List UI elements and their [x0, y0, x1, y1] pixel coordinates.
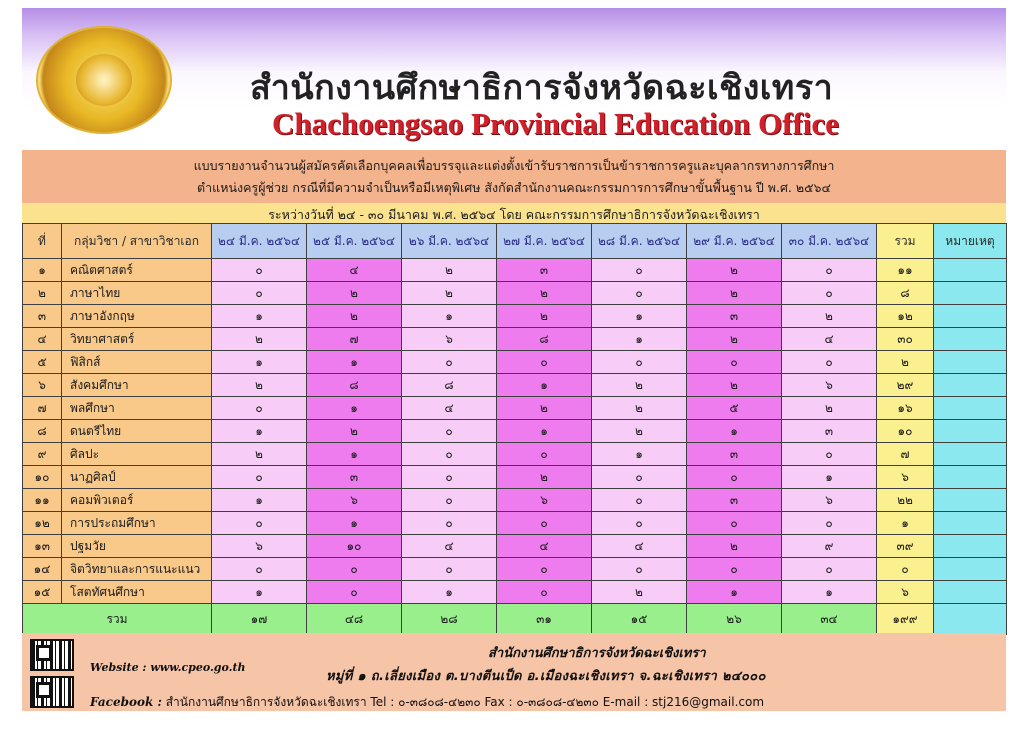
- subject-cell: ภาษาอังกฤษ: [62, 305, 212, 328]
- sum-day-cell: ๔๘: [307, 604, 402, 635]
- day-count-cell: ๐: [212, 558, 307, 581]
- day-count-cell: ๖: [782, 489, 877, 512]
- day-count-cell: ๑: [307, 443, 402, 466]
- day-count-cell: ๐: [782, 259, 877, 282]
- note-cell: [934, 581, 1007, 604]
- sum-day-cell: ๑๗: [212, 604, 307, 635]
- table-row: [23, 351, 1007, 374]
- table-row: [23, 443, 1007, 466]
- column-header: ๒๗ มี.ค. ๒๕๖๔: [497, 224, 592, 259]
- day-count-cell: ๒: [212, 374, 307, 397]
- subject-cell: โสตทัศนศึกษา: [62, 581, 212, 604]
- contact-details: สำนักงานศึกษาธิการจังหวัดฉะเชิงเทรา Tel : ๐-๓๘๐๘-๔๒๓๐ Fax : ๐-๓๘๐๘-๔๒๓๐ E-mail : stj216@gmail.com: [161, 695, 765, 709]
- website-qr-code-icon: [30, 639, 74, 671]
- day-count-cell: ๓: [782, 420, 877, 443]
- sum-note-cell: [934, 604, 1007, 635]
- day-count-cell: ๑: [592, 305, 687, 328]
- row-number-cell: ๔: [23, 328, 62, 351]
- row-number-cell: ๓: [23, 305, 62, 328]
- subject-cell: ศิลปะ: [62, 443, 212, 466]
- day-count-cell: ๖: [402, 328, 497, 351]
- day-count-cell: ๐: [782, 558, 877, 581]
- day-count-cell: ๙: [782, 535, 877, 558]
- day-count-cell: ๐: [497, 512, 592, 535]
- column-header: ๒๙ มี.ค. ๒๕๖๔: [687, 224, 782, 259]
- day-count-cell: ๑: [687, 420, 782, 443]
- seal-emblem-icon: [76, 54, 132, 106]
- report-period-bar: [22, 203, 1006, 223]
- table-row: [23, 305, 1007, 328]
- note-cell: [934, 305, 1007, 328]
- table-row: [23, 374, 1007, 397]
- day-count-cell: ๐: [592, 558, 687, 581]
- office-seal-logo: [36, 26, 172, 134]
- day-count-cell: ๑: [307, 397, 402, 420]
- day-count-cell: ๒: [687, 282, 782, 305]
- day-count-cell: ๑: [212, 305, 307, 328]
- day-count-cell: ๐: [497, 443, 592, 466]
- row-total-cell: ๑๐: [877, 420, 934, 443]
- day-count-cell: ๐: [212, 466, 307, 489]
- note-cell: [934, 328, 1007, 351]
- footer-office-name: สำนักงานศึกษาธิการจังหวัดฉะเชิงเทรา: [488, 646, 706, 661]
- table-row: [23, 581, 1007, 604]
- day-count-cell: ๒: [402, 282, 497, 305]
- table-row: [23, 512, 1007, 535]
- day-count-cell: ๐: [402, 489, 497, 512]
- note-cell: [934, 558, 1007, 581]
- office-title-english: Chachoengsao Provincial Education Office: [272, 106, 839, 141]
- day-count-cell: ๑: [687, 581, 782, 604]
- row-total-cell: ๘: [877, 282, 934, 305]
- day-count-cell: ๑๐: [307, 535, 402, 558]
- row-number-cell: ๑: [23, 259, 62, 282]
- note-cell: [934, 374, 1007, 397]
- day-count-cell: ๐: [687, 351, 782, 374]
- day-count-cell: ๒: [307, 305, 402, 328]
- row-total-cell: ๖: [877, 581, 934, 604]
- day-count-cell: ๓: [687, 443, 782, 466]
- sum-day-cell: ๒๖: [687, 604, 782, 635]
- website-text: Website : www.cpeo.go.th: [90, 661, 246, 674]
- day-count-cell: ๒: [687, 259, 782, 282]
- day-count-cell: ๕: [687, 397, 782, 420]
- applicants-table: [22, 223, 1007, 635]
- row-total-cell: ๓๐: [877, 328, 934, 351]
- footer-address: หมู่ที่ ๑ ถ.เลี่ยงเมือง ต.บางตีนเป็ด อ.เมืองฉะเชิงเทรา จ.ฉะเชิงเทรา ๒๔๐๐๐: [326, 669, 766, 684]
- day-count-cell: ๒: [592, 374, 687, 397]
- table-sum-row: [23, 604, 1007, 635]
- column-header: ๒๘ มี.ค. ๒๕๖๔: [592, 224, 687, 259]
- day-count-cell: ๒: [782, 305, 877, 328]
- sum-label-cell: รวม: [23, 604, 212, 635]
- table-header-row: [23, 224, 1007, 259]
- row-number-cell: ๙: [23, 443, 62, 466]
- subject-cell: ฟิสิกส์: [62, 351, 212, 374]
- day-count-cell: ๐: [592, 282, 687, 305]
- day-count-cell: ๑: [212, 581, 307, 604]
- subject-cell: สังคมศึกษา: [62, 374, 212, 397]
- note-cell: [934, 489, 1007, 512]
- day-count-cell: ๒: [592, 397, 687, 420]
- table-row: [23, 397, 1007, 420]
- note-cell: [934, 466, 1007, 489]
- day-count-cell: ๒: [497, 282, 592, 305]
- page-header: [22, 8, 1006, 150]
- table-row: [23, 282, 1007, 305]
- day-count-cell: ๑: [212, 351, 307, 374]
- day-count-cell: ๓: [687, 305, 782, 328]
- facebook-label: Facebook :: [90, 695, 162, 709]
- column-header: กลุ่มวิชา / สาขาวิชาเอก: [62, 224, 212, 259]
- day-count-cell: ๒: [307, 282, 402, 305]
- day-count-cell: ๐: [402, 351, 497, 374]
- day-count-cell: ๐: [402, 558, 497, 581]
- row-number-cell: ๑๑: [23, 489, 62, 512]
- note-cell: [934, 420, 1007, 443]
- row-total-cell: ๒๙: [877, 374, 934, 397]
- day-count-cell: ๐: [782, 443, 877, 466]
- report-period: ระหว่างวันที่ ๒๔ - ๓๐ มีนาคม พ.ศ. ๒๕๖๔ โดย คณะกรรมการศึกษาธิการจังหวัดฉะเชิงเทรา: [268, 207, 760, 222]
- sum-day-cell: ๑๕: [592, 604, 687, 635]
- day-count-cell: ๒: [592, 581, 687, 604]
- sum-day-cell: ๓๑: [497, 604, 592, 635]
- row-number-cell: ๑๒: [23, 512, 62, 535]
- day-count-cell: ๐: [402, 420, 497, 443]
- day-count-cell: ๐: [497, 351, 592, 374]
- row-total-cell: ๓๙: [877, 535, 934, 558]
- sum-day-cell: ๓๔: [782, 604, 877, 635]
- day-count-cell: ๑: [782, 581, 877, 604]
- day-count-cell: ๑: [592, 443, 687, 466]
- day-count-cell: ๑: [402, 305, 497, 328]
- day-count-cell: ๐: [307, 581, 402, 604]
- day-count-cell: ๐: [592, 351, 687, 374]
- day-count-cell: ๒: [497, 466, 592, 489]
- day-count-cell: ๑: [212, 420, 307, 443]
- day-count-cell: ๓: [497, 259, 592, 282]
- day-count-cell: ๗: [307, 328, 402, 351]
- column-header: รวม: [877, 224, 934, 259]
- row-number-cell: ๑๕: [23, 581, 62, 604]
- subject-cell: วิทยาศาสตร์: [62, 328, 212, 351]
- table-row: [23, 489, 1007, 512]
- day-count-cell: ๐: [212, 397, 307, 420]
- day-count-cell: ๑: [497, 374, 592, 397]
- note-cell: [934, 535, 1007, 558]
- day-count-cell: ๐: [402, 512, 497, 535]
- row-number-cell: ๑๔: [23, 558, 62, 581]
- day-count-cell: ๔: [402, 535, 497, 558]
- table-row: [23, 558, 1007, 581]
- day-count-cell: ๐: [402, 466, 497, 489]
- note-cell: [934, 259, 1007, 282]
- subject-cell: ดนตรีไทย: [62, 420, 212, 443]
- subject-cell: คอมพิวเตอร์: [62, 489, 212, 512]
- row-number-cell: ๗: [23, 397, 62, 420]
- row-total-cell: ๑๖: [877, 397, 934, 420]
- day-count-cell: ๒: [782, 397, 877, 420]
- day-count-cell: ๐: [782, 351, 877, 374]
- day-count-cell: ๘: [402, 374, 497, 397]
- row-total-cell: ๗: [877, 443, 934, 466]
- row-number-cell: ๕: [23, 351, 62, 374]
- report-subtitle: [22, 150, 1006, 203]
- day-count-cell: ๖: [782, 374, 877, 397]
- subject-cell: จิตวิทยาและการแนะแนว: [62, 558, 212, 581]
- table-row: [23, 328, 1007, 351]
- day-count-cell: ๒: [402, 259, 497, 282]
- day-count-cell: ๐: [687, 466, 782, 489]
- day-count-cell: ๑: [782, 466, 877, 489]
- note-cell: [934, 397, 1007, 420]
- day-count-cell: ๐: [497, 581, 592, 604]
- table-row: [23, 535, 1007, 558]
- day-count-cell: ๖: [307, 489, 402, 512]
- day-count-cell: ๒: [592, 420, 687, 443]
- row-total-cell: ๒: [877, 351, 934, 374]
- day-count-cell: ๐: [687, 512, 782, 535]
- day-count-cell: ๔: [592, 535, 687, 558]
- subtitle-line-2: ตำแหน่งครูผู้ช่วย กรณีที่มีความจำเป็นหรือมีเหตุพิเศษ สังกัดสำนักงานคณะกรรมการการศึกษาขั้นพื้นฐาน ปี พ.ศ. ๒๕๖๔: [197, 180, 831, 195]
- day-count-cell: ๐: [212, 259, 307, 282]
- sum-day-cell: ๒๘: [402, 604, 497, 635]
- column-header: ๓๐ มี.ค. ๒๕๖๔: [782, 224, 877, 259]
- row-total-cell: ๑: [877, 512, 934, 535]
- column-header: หมายเหตุ: [934, 224, 1007, 259]
- note-cell: [934, 512, 1007, 535]
- day-count-cell: ๐: [212, 512, 307, 535]
- day-count-cell: ๖: [212, 535, 307, 558]
- day-count-cell: ๐: [782, 282, 877, 305]
- day-count-cell: ๒: [497, 397, 592, 420]
- day-count-cell: ๐: [497, 558, 592, 581]
- day-count-cell: ๐: [782, 512, 877, 535]
- day-count-cell: ๐: [592, 466, 687, 489]
- row-number-cell: ๑๓: [23, 535, 62, 558]
- subject-cell: ปฐมวัย: [62, 535, 212, 558]
- table-row: [23, 420, 1007, 443]
- subject-cell: คณิตศาสตร์: [62, 259, 212, 282]
- day-count-cell: ๑: [307, 512, 402, 535]
- day-count-cell: ๑: [402, 581, 497, 604]
- day-count-cell: ๑: [592, 328, 687, 351]
- day-count-cell: ๐: [687, 558, 782, 581]
- day-count-cell: ๘: [307, 374, 402, 397]
- facebook-qr-code-icon: [30, 676, 74, 708]
- page-footer: [22, 633, 1006, 711]
- day-count-cell: ๒: [212, 328, 307, 351]
- subject-cell: นาฏศิลป์: [62, 466, 212, 489]
- day-count-cell: ๔: [782, 328, 877, 351]
- day-count-cell: ๒: [212, 443, 307, 466]
- row-total-cell: ๑๒: [877, 305, 934, 328]
- day-count-cell: ๔: [497, 535, 592, 558]
- day-count-cell: ๒: [687, 374, 782, 397]
- subtitle-line-1: แบบรายงานจำนวนผู้สมัครคัดเลือกบุคคลเพื่อบรรจุและแต่งตั้งเข้ารับราชการเป็นข้าราชการครูและบุคลากรทางการศึกษา: [193, 158, 835, 173]
- subject-cell: ภาษาไทย: [62, 282, 212, 305]
- day-count-cell: ๐: [402, 443, 497, 466]
- subject-cell: การประถมศึกษา: [62, 512, 212, 535]
- row-total-cell: ๐: [877, 558, 934, 581]
- day-count-cell: ๒: [687, 328, 782, 351]
- day-count-cell: ๖: [497, 489, 592, 512]
- row-number-cell: ๑๐: [23, 466, 62, 489]
- day-count-cell: ๓: [687, 489, 782, 512]
- report-page: [22, 8, 1006, 711]
- note-cell: [934, 443, 1007, 466]
- day-count-cell: ๔: [307, 259, 402, 282]
- table-body: [23, 259, 1007, 635]
- row-number-cell: ๘: [23, 420, 62, 443]
- table-row: [23, 259, 1007, 282]
- column-header: ๒๕ มี.ค. ๒๕๖๔: [307, 224, 402, 259]
- column-header: ๒๖ มี.ค. ๒๕๖๔: [402, 224, 497, 259]
- row-total-cell: ๖: [877, 466, 934, 489]
- day-count-cell: ๐: [592, 259, 687, 282]
- day-count-cell: ๐: [212, 282, 307, 305]
- office-title-thai: สำนักงานศึกษาธิการจังหวัดฉะเชิงเทรา: [250, 68, 834, 108]
- note-cell: [934, 282, 1007, 305]
- day-count-cell: ๓: [307, 466, 402, 489]
- table-row: [23, 466, 1007, 489]
- row-total-cell: ๒๒: [877, 489, 934, 512]
- row-total-cell: ๑๑: [877, 259, 934, 282]
- day-count-cell: ๑: [212, 489, 307, 512]
- grand-total-cell: ๑๙๙: [877, 604, 934, 635]
- day-count-cell: ๒: [687, 535, 782, 558]
- day-count-cell: ๑: [307, 351, 402, 374]
- day-count-cell: ๔: [402, 397, 497, 420]
- row-number-cell: ๖: [23, 374, 62, 397]
- day-count-cell: ๘: [497, 328, 592, 351]
- footer-contact: [90, 693, 764, 712]
- note-cell: [934, 351, 1007, 374]
- row-number-cell: ๒: [23, 282, 62, 305]
- day-count-cell: ๐: [592, 512, 687, 535]
- subject-cell: พลศึกษา: [62, 397, 212, 420]
- column-header: ๒๔ มี.ค. ๒๕๖๔: [212, 224, 307, 259]
- day-count-cell: ๐: [307, 558, 402, 581]
- day-count-cell: ๑: [497, 420, 592, 443]
- day-count-cell: ๐: [592, 489, 687, 512]
- column-header: ที่: [23, 224, 62, 259]
- day-count-cell: ๒: [307, 420, 402, 443]
- day-count-cell: ๒: [497, 305, 592, 328]
